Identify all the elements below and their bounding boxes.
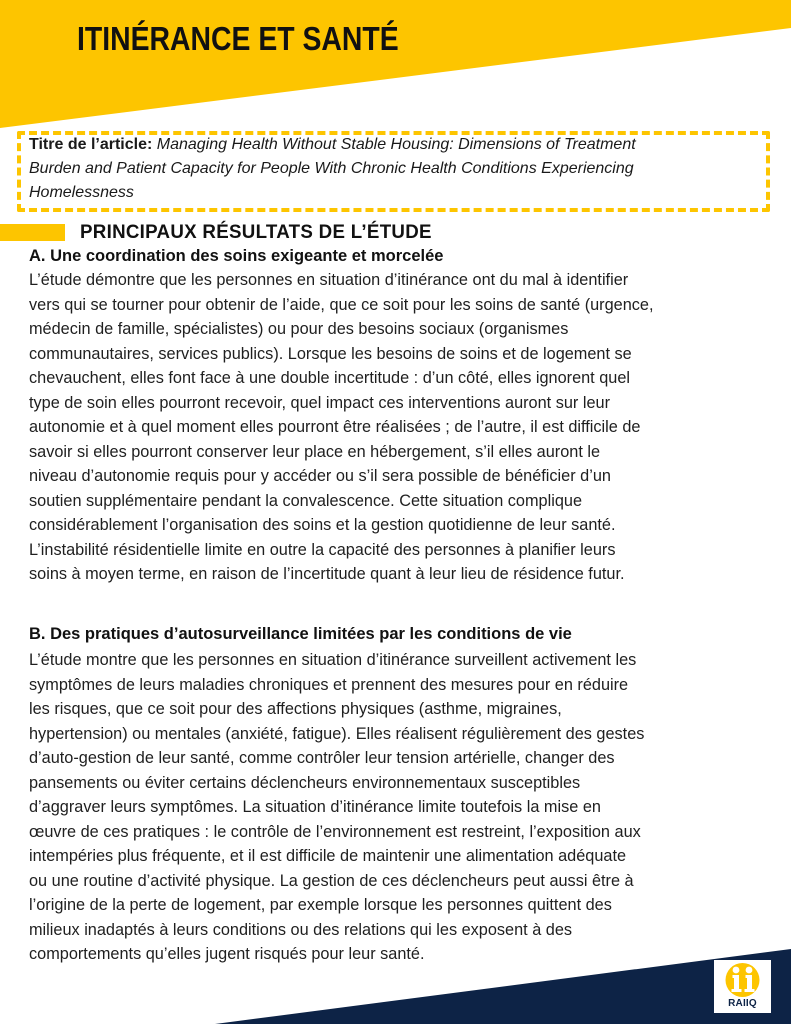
article-title-label: Titre de l’article: <box>29 136 153 153</box>
article-title-line-3: Homelessness <box>29 184 134 201</box>
body-line: hypertension) ou mentales (anxiété, fatigue). Elles réalisent régulièrement des gestes <box>29 724 645 743</box>
body-line: chevauchent, elles font face à une double incertitude : d’un côté, elles ignorent quel <box>29 369 631 387</box>
section-b-body <box>29 648 779 967</box>
body-line: soins à moyen terme, en raison de l’incertitude quant à leur lieu de résidence futur. <box>29 565 625 583</box>
article-title-block <box>29 133 759 205</box>
body-line: L’étude démontre que les personnes en situation d’itinérance ont du mal à identifier <box>29 271 629 289</box>
body-line: les risques, que ce soit pour des affections physiques (asthme, migraines, <box>29 700 562 718</box>
section-a-heading: A. Une coordination des soins exigeante et morcelée <box>29 247 444 265</box>
results-heading: PRINCIPAUX RÉSULTATS DE L’ÉTUDE <box>80 221 432 243</box>
body-line: vers qui se tourner pour obtenir de l’aide, que ce soit pour les soins de santé (urgence, <box>29 295 654 314</box>
body-line: savoir si elles pourront conserver leur place en hébergement, s’il elles auront le <box>29 442 601 461</box>
body-line: médecin de famille, spécialistes) ou pour des besoins sociaux (organismes <box>29 320 569 338</box>
section-accent-bar <box>0 224 65 241</box>
body-line: d’auto-gestion de leur santé, comme contrôler leur tension artérielle, changer des <box>29 749 615 767</box>
section-b-heading: B. Des pratiques d’autosurveillance limitées par les conditions de vie <box>29 625 572 643</box>
body-line: soutien supplémentaire pendant la convalescence. Cette situation complique <box>29 491 583 510</box>
article-title-line-1: Managing Health Without Stable Housing: Dimensions of Treatment <box>152 136 636 153</box>
body-line: niveau d’autonomie requis pour y accéder ou s’il sera possible de bénéficier d’un <box>29 467 611 485</box>
body-line: autonomie et à quel moment elles pourront être réalisées ; de l’autre, il est difficile de <box>29 418 641 436</box>
raiiq-logo <box>714 960 771 1013</box>
body-line: communautaires, services publics). Lorsque les besoins de soins et de logement se <box>29 344 632 363</box>
body-line: pansements ou éviter certains déclencheurs environnementaux susceptibles <box>29 773 581 792</box>
section-a-body <box>29 268 779 587</box>
body-line: milieux inadaptés à leurs conditions ou des relations qui les exposent à des <box>29 920 573 939</box>
two-people-i-icon <box>714 960 771 1000</box>
body-line: l’origine de la perte de logement, par exemple lorsque les personnes quittent des <box>29 896 612 914</box>
body-line: L’étude montre que les personnes en situation d’itinérance surveillent activement les <box>29 651 637 669</box>
page-title: ITINÉRANCE ET SANTÉ <box>77 20 399 57</box>
body-line: ou une routine d’activité physique. La gestion de ces déclencheurs peut aussi être à <box>29 871 634 890</box>
body-line: intempéries plus fréquente, et il est difficile de maintenir une alimentation adéquate <box>29 847 627 865</box>
body-line: œuvre de ces pratiques : le contrôle de l’environnement est restreint, l’exposition aux <box>29 822 641 841</box>
body-line: type de soin elles pourront recevoir, quel impact ces interventions auront sur leur <box>29 393 611 412</box>
body-line: comportements qu’elles jugent risqués pour leur santé. <box>29 945 425 963</box>
body-line: considérablement l’organisation des soins et la gestion quotidienne de leur santé. <box>29 516 616 534</box>
body-line: d’aggraver leurs symptômes. La situation d’itinérance limite toutefois la mise en <box>29 798 601 816</box>
body-line: L’instabilité résidentielle limite en outre la capacité des personnes à planifier leurs <box>29 540 616 559</box>
article-title-line-2: Burden and Patient Capacity for People With Chronic Health Conditions Experiencing <box>29 160 634 177</box>
body-line: symptômes de leurs maladies chroniques et prennent des mesures pour en réduire <box>29 675 629 694</box>
logo-text: RAIIQ <box>728 998 757 1009</box>
footer-band <box>0 940 791 1024</box>
